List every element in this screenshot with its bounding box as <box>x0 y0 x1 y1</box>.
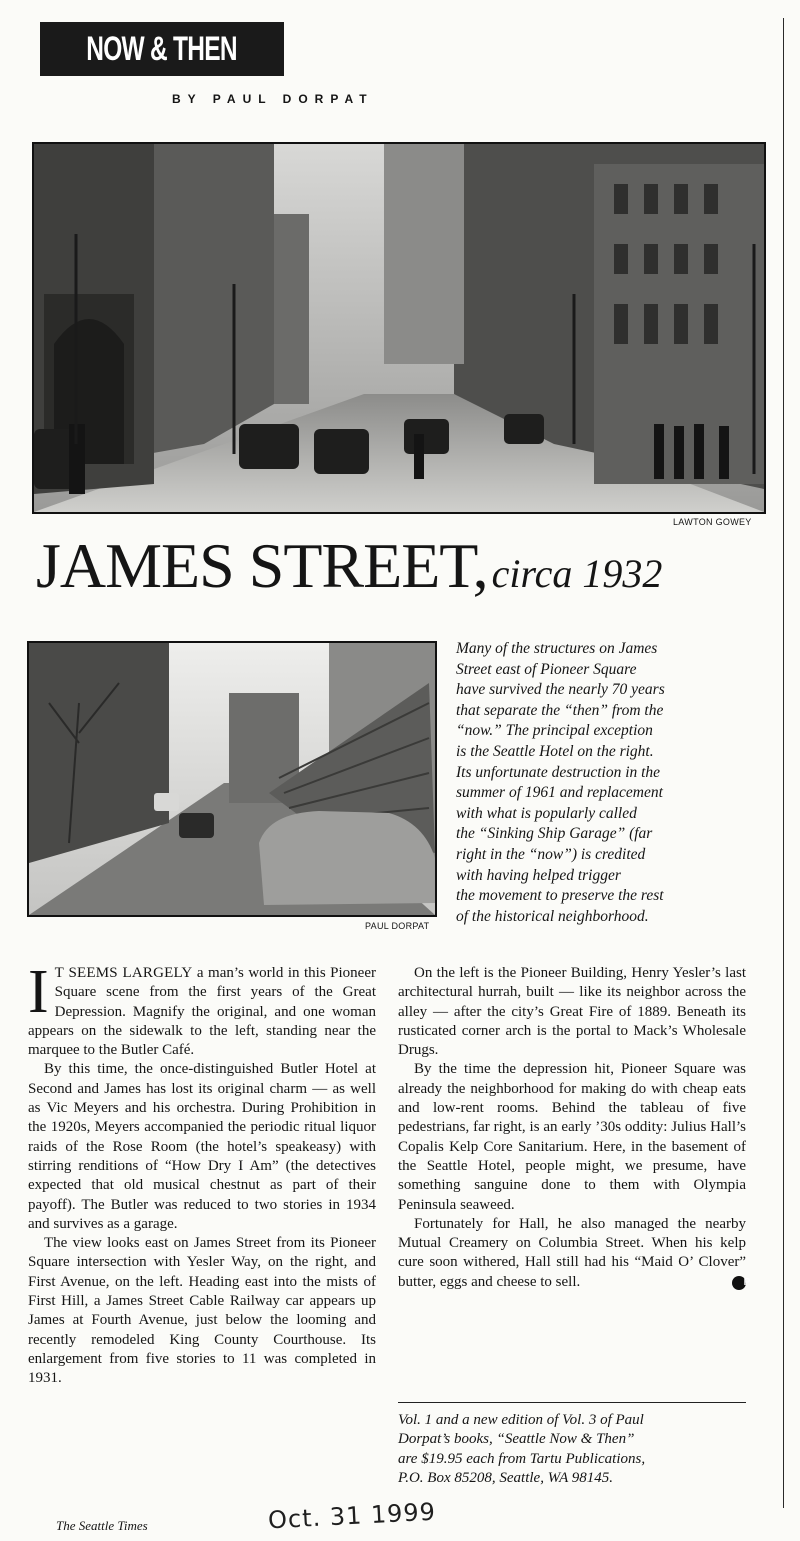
now-photo <box>27 641 437 917</box>
column-rule <box>783 18 784 1508</box>
caption-line: the “Sinking Ship Garage” (far <box>456 825 653 843</box>
caption-line: the movement to preserve the rest <box>456 887 664 905</box>
headline <box>36 530 663 601</box>
byline: BY PAUL DORPAT <box>172 92 374 106</box>
caption-line: that separate the “then” from the <box>456 701 664 719</box>
note-line: Vol. 1 and a new edition of Vol. 3 of Paul <box>398 1412 644 1428</box>
caption-line: summer of 1961 and replacement <box>456 784 663 802</box>
note-divider <box>398 1402 746 1403</box>
caption-line: “now.” The principal exception <box>456 722 653 740</box>
paragraph-text: Fortunately for Hall, he also managed the nearby Mutual Creamery on Columbia Street. When his kelp cure soon withered, Hall still had his “Maid O’ Clover” butter, eggs and cheese to sell. <box>398 1215 746 1290</box>
article-paragraph: The view looks east on James Street from its Pioneer Square intersection with Yesler Way, on the right, and First Avenue, on the left. Heading east into the mists of First Hill, a James Street Cable Railway car appears up James at Fourth Avenue, just below the looming and recently remodeled King County Courthouse. Its enlargement from five stories to 11 was completed in 1931. <box>28 1235 376 1387</box>
caption-line: with having helped trigger <box>456 866 621 884</box>
article-column-right <box>398 964 751 1292</box>
paragraph-text: a man’s world in this Pioneer Square scene from the first years of the Great Depression. Magnify the original, and one woman appears on the sidewalk to the left, standing near the marquee to the Butler Café. <box>28 965 376 1059</box>
headline-sub: circa 1932 <box>491 551 663 596</box>
article-paragraph <box>28 958 376 1060</box>
caption-line: Its unfortunate destruction in the <box>456 763 661 781</box>
caption-line: with what is popularly called <box>456 804 637 822</box>
note-line: are $19.95 each from Tartu Publications, <box>398 1450 646 1467</box>
note-line: Dorpat’s books, “Seattle Now & Then” <box>398 1431 635 1448</box>
book-note <box>398 1411 748 1488</box>
photo-caption <box>456 639 756 927</box>
then-photo <box>32 142 766 514</box>
end-mark-icon: P <box>732 1276 746 1290</box>
caption-line: right in the “now”) is credited <box>456 845 646 863</box>
article-paragraph: By the time the depression hit, Pioneer Square was already the neighborhood for making do with cheap eats and low-rent rooms. Behind the tableau of five pedestrians, far right, is an early ’30s oddity: Julius Hall’s Copalis Kelp Core Sanitarium. Here, in the basement of the Seattle Hotel, people might, we presume, have something sanguine done to them with Olympia Peninsula seaweed. <box>398 1061 746 1213</box>
publication-name: The Seattle Times <box>56 1518 148 1533</box>
article-paragraph: On the left is the Pioneer Building, Henry Yesler’s last architectural hurrah, built — like its neighbor across the alley — after the city’s Great Fire of 1889. Beneath its rusticated corner arch is the portal to Mack’s Wholesale Drugs. <box>398 965 746 1059</box>
caption-line: Many of the structures on James <box>456 640 658 657</box>
now-photo-image <box>29 643 435 915</box>
drop-cap: I <box>28 958 49 1026</box>
banner-text: NOW & THEN <box>86 29 238 68</box>
article-column-left <box>28 958 376 1389</box>
caption-line: is the Seattle Hotel on the right. <box>456 742 654 760</box>
handwritten-date: Oct. 31 1999 <box>267 1497 437 1535</box>
headline-main: JAMES STREET, <box>36 530 488 601</box>
lead-caps: T SEEMS LARGELY <box>54 965 193 981</box>
now-photo-credit: PAUL DORPAT <box>365 921 430 931</box>
caption-line: have survived the nearly 70 years <box>456 681 665 699</box>
section-banner <box>40 22 284 76</box>
article-paragraph: By this time, the once-distinguished Butler Hotel at Second and James has lost its original charm — as well as Vic Meyers and his orchestra. During Prohibition in the 1920s, Meyers accompanied the periodic ritual liquor raids of the Rose Room (the hotel’s speakeasy) with stirring renditions of “How Dry I Am” (the detectives expected that old musical chestnut as part of their payoff). The Butler was reduced to two stories in 1934 and survives as a garage. <box>28 1061 376 1232</box>
caption-line: Street east of Pioneer Square <box>456 660 637 678</box>
article-paragraph <box>398 1215 751 1292</box>
note-line: P.O. Box 85208, Seattle, WA 98145. <box>398 1469 614 1486</box>
then-photo-image <box>34 144 764 512</box>
caption-line: of the historical neighborhood. <box>456 907 649 925</box>
then-photo-credit: LAWTON GOWEY <box>673 517 752 527</box>
